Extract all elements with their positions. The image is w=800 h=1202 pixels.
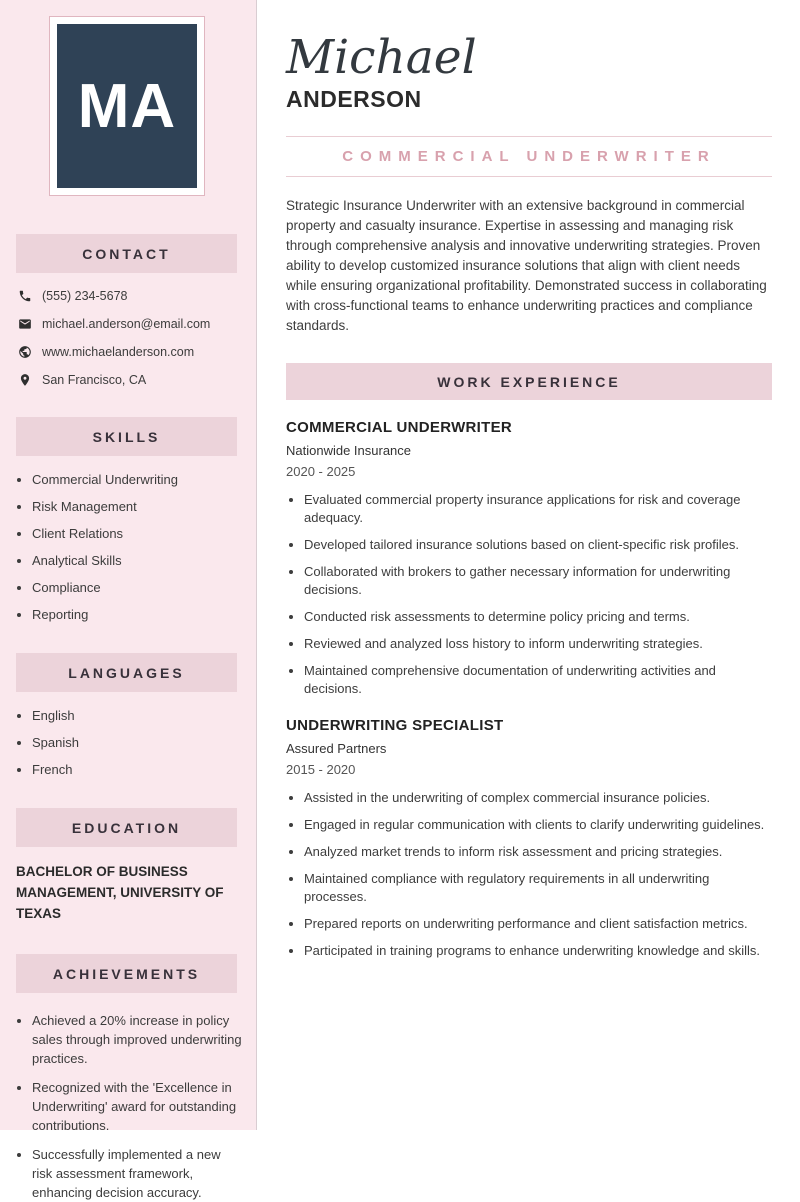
- job-dates: 2020 - 2025: [286, 464, 356, 479]
- job-bullet-list: [304, 789, 772, 960]
- contact-section: [0, 234, 256, 387]
- education-section: [0, 808, 256, 924]
- contact-row-phone: [18, 289, 246, 303]
- job-bullet: • Maintained comprehensive documentation of underwriting activities and decisions.: [304, 662, 772, 698]
- job-bullet: • Conducted risk assessments to determine policy pricing and terms.: [304, 608, 772, 626]
- skill-item: • Reporting: [32, 607, 244, 623]
- main-column: [286, 0, 772, 969]
- phone-icon: [18, 289, 32, 303]
- role-divider-bottom: [286, 176, 772, 177]
- achievement-item: • Successfully implemented a new risk assessment framework, enhancing decision accuracy.: [32, 1145, 242, 1202]
- job-bullet: • Reviewed and analyzed loss history to inform underwriting strategies.: [304, 635, 772, 653]
- achievement-item: • Recognized with the 'Excellence in Underwriting' award for outstanding contributions.: [32, 1078, 242, 1135]
- achievements-heading: ACHIEVEMENTS: [16, 954, 237, 993]
- location-icon: [18, 373, 32, 387]
- skill-item: • Compliance: [32, 580, 244, 596]
- contact-row-email: [18, 317, 246, 331]
- skill-item: • Commercial Underwriting: [32, 472, 244, 488]
- job-company: Nationwide Insurance: [286, 443, 412, 458]
- job-dates: 2015 - 2020: [286, 762, 356, 777]
- job-title: COMMERCIAL UNDERWRITER: [286, 419, 513, 436]
- last-name: ANDERSON: [286, 86, 422, 112]
- job-bullet: • Assisted in the underwriting of complex commercial insurance policies.: [304, 789, 772, 807]
- education-degree: BACHELOR OF BUSINESS MANAGEMENT, UNIVERSITY OF TEXAS: [16, 864, 224, 921]
- achievement-item: • Achieved a 20% increase in policy sales through improved underwriting practices.: [32, 1011, 242, 1068]
- skills-heading: SKILLS: [16, 417, 237, 456]
- achievements-list: [32, 1011, 242, 1202]
- language-item: • French: [32, 762, 244, 778]
- role-title: COMMERCIAL UNDERWRITER: [342, 148, 716, 165]
- achievements-section: [0, 954, 256, 1202]
- languages-list: [32, 708, 244, 778]
- contact-row-location: [18, 373, 246, 387]
- job-bullet: • Engaged in regular communication with clients to clarify underwriting guidelines.: [304, 816, 772, 834]
- sidebar: [0, 0, 257, 1200]
- skill-item: • Analytical Skills: [32, 553, 244, 569]
- work-experience-heading: WORK EXPERIENCE: [286, 363, 772, 400]
- skills-section: [0, 417, 256, 623]
- skills-list: [32, 472, 244, 623]
- professional-summary: Strategic Insurance Underwriter with an extensive background in commercial property and casualty insurance. Expertise in assessing and managing risk through comprehensive analysis and innovative underwriting strategies. Proven ability to develop customized insurance solutions that align with client needs while ensuring organizational profitability. Demonstrated success in collaborating with cross-functional teams to enhance underwriting practices and compliance standards.: [286, 198, 767, 333]
- globe-icon: [18, 345, 32, 359]
- job-bullet: • Analyzed market trends to inform risk assessment and pricing strategies.: [304, 843, 772, 861]
- job-bullet: • Collaborated with brokers to gather necessary information for underwriting decisions.: [304, 563, 772, 599]
- education-heading: EDUCATION: [16, 808, 237, 847]
- contact-website: www.michaelanderson.com: [42, 345, 195, 359]
- job-bullet: • Developed tailored insurance solutions based on client-specific risk profiles.: [304, 536, 772, 554]
- monogram-initials: MA: [57, 24, 197, 188]
- contact-row-website: [18, 345, 246, 359]
- job-bullet: • Prepared reports on underwriting performance and client satisfaction metrics.: [304, 915, 772, 933]
- contact-location: San Francisco, CA: [42, 373, 147, 387]
- job-bullet: • Participated in training programs to enhance underwriting knowledge and skills.: [304, 942, 772, 960]
- job-bullet: • Maintained compliance with regulatory requirements in all underwriting processes.: [304, 870, 772, 906]
- contact-email: michael.anderson@email.com: [42, 317, 211, 331]
- first-name: Michael: [286, 30, 477, 85]
- job-title: UNDERWRITING SPECIALIST: [286, 717, 504, 734]
- contact-list: [0, 273, 256, 387]
- languages-section: [0, 653, 256, 778]
- languages-heading: LANGUAGES: [16, 653, 237, 692]
- language-item: • Spanish: [32, 735, 244, 751]
- job-bullet: • Evaluated commercial property insurance applications for risk and coverage adequacy.: [304, 491, 772, 527]
- contact-phone: (555) 234-5678: [42, 289, 128, 303]
- monogram-frame: [49, 16, 205, 196]
- job-company: Assured Partners: [286, 741, 387, 756]
- skill-item: • Risk Management: [32, 499, 244, 515]
- job-entry-1: [286, 419, 772, 698]
- skill-item: • Client Relations: [32, 526, 244, 542]
- email-icon: [18, 317, 32, 331]
- language-item: • English: [32, 708, 244, 724]
- job-bullet-list: [304, 491, 772, 698]
- contact-heading: CONTACT: [16, 234, 237, 273]
- job-entry-2: [286, 717, 772, 960]
